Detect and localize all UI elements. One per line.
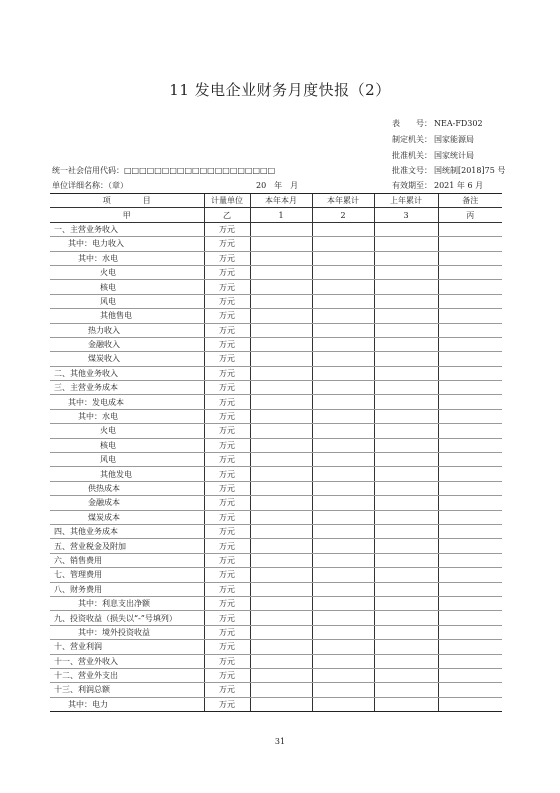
current-month-cell[interactable]	[250, 352, 312, 366]
row-label: 九、投资收益（损失以“-”号填列）	[50, 611, 204, 625]
table-row	[50, 539, 502, 553]
table-row	[50, 668, 502, 682]
prior-year-to-date-cell[interactable]	[374, 424, 438, 438]
year-to-date-cell[interactable]	[312, 611, 374, 625]
prior-year-to-date-cell[interactable]	[374, 683, 438, 697]
unit-name-field: 单位详细名称：（章）	[52, 181, 128, 190]
year-to-date-cell[interactable]	[312, 510, 374, 524]
current-month-cell[interactable]	[250, 683, 312, 697]
row-unit: 万元	[204, 237, 250, 251]
current-month-cell[interactable]	[250, 438, 312, 452]
row-label: 十一、营业外收入	[50, 654, 204, 668]
remarks-cell[interactable]	[438, 424, 502, 438]
remarks-cell[interactable]	[438, 280, 502, 294]
remarks-cell[interactable]	[438, 467, 502, 481]
column-header: 项 目	[50, 194, 204, 208]
prior-year-to-date-cell[interactable]	[374, 625, 438, 639]
year-to-date-cell[interactable]	[312, 237, 374, 251]
year-to-date-cell[interactable]	[312, 409, 374, 423]
remarks-cell[interactable]	[438, 611, 502, 625]
row-label: 十三、利润总额	[50, 683, 204, 697]
current-month-cell[interactable]	[250, 453, 312, 467]
prior-year-to-date-cell[interactable]	[374, 582, 438, 596]
row-label: 六、销售费用	[50, 553, 204, 567]
row-unit: 万元	[204, 438, 250, 452]
current-month-cell[interactable]	[250, 539, 312, 553]
row-unit: 万元	[204, 381, 250, 395]
remarks-cell[interactable]	[438, 654, 502, 668]
current-month-cell[interactable]	[250, 510, 312, 524]
prior-year-to-date-cell[interactable]	[374, 539, 438, 553]
year-to-date-cell[interactable]	[312, 625, 374, 639]
row-unit: 万元	[204, 596, 250, 610]
row-unit: 万元	[204, 524, 250, 538]
column-code: 丙	[438, 208, 502, 222]
row-unit: 万元	[204, 683, 250, 697]
row-unit: 万元	[204, 352, 250, 366]
meta-row	[392, 165, 505, 176]
remarks-cell[interactable]	[438, 352, 502, 366]
row-unit: 万元	[204, 625, 250, 639]
year-to-date-cell[interactable]	[312, 553, 374, 567]
table-row	[50, 596, 502, 610]
current-month-cell[interactable]	[250, 337, 312, 351]
year-to-date-cell[interactable]	[312, 251, 374, 265]
table-row	[50, 611, 502, 625]
row-label: 其他发电	[50, 467, 204, 481]
prior-year-to-date-cell[interactable]	[374, 409, 438, 423]
row-unit: 万元	[204, 409, 250, 423]
column-code: 甲	[50, 208, 204, 222]
row-unit: 万元	[204, 366, 250, 380]
year-to-date-cell[interactable]	[312, 668, 374, 682]
remarks-cell[interactable]	[438, 539, 502, 553]
remarks-cell[interactable]	[438, 640, 502, 654]
current-month-cell[interactable]	[250, 265, 312, 279]
row-label: 八、财务费用	[50, 582, 204, 596]
column-code: 2	[312, 208, 374, 222]
prior-year-to-date-cell[interactable]	[374, 280, 438, 294]
prior-year-to-date-cell[interactable]	[374, 611, 438, 625]
org-code-field: 统一社会信用代码：□□□□□□□□□□□□□□□□□□□□	[52, 166, 276, 175]
year-to-date-cell[interactable]	[312, 381, 374, 395]
year-to-date-cell[interactable]	[312, 568, 374, 582]
year-to-date-cell[interactable]	[312, 222, 374, 236]
row-unit: 万元	[204, 568, 250, 582]
current-month-cell[interactable]	[250, 395, 312, 409]
year-to-date-cell[interactable]	[312, 453, 374, 467]
year-to-date-cell[interactable]	[312, 539, 374, 553]
prior-year-to-date-cell[interactable]	[374, 309, 438, 323]
page-number: 31	[274, 737, 286, 746]
prior-year-to-date-cell[interactable]	[374, 668, 438, 682]
current-month-cell[interactable]	[250, 409, 312, 423]
table-row	[50, 582, 502, 596]
report-table	[50, 193, 502, 712]
remarks-cell[interactable]	[438, 582, 502, 596]
prior-year-to-date-cell[interactable]	[374, 337, 438, 351]
table-row	[50, 424, 502, 438]
row-unit: 万元	[204, 510, 250, 524]
current-month-cell[interactable]	[250, 467, 312, 481]
row-label: 其中：利息支出净额	[50, 596, 204, 610]
table-row	[50, 237, 502, 251]
column-code: 3	[374, 208, 438, 222]
row-label: 核电	[50, 438, 204, 452]
remarks-cell[interactable]	[438, 251, 502, 265]
meta-value: 国家统计局	[434, 151, 474, 160]
year-to-date-cell[interactable]	[312, 596, 374, 610]
row-unit: 万元	[204, 481, 250, 495]
current-month-cell[interactable]	[250, 625, 312, 639]
header-row	[50, 194, 502, 208]
prior-year-to-date-cell[interactable]	[374, 294, 438, 308]
year-to-date-cell[interactable]	[312, 683, 374, 697]
year-to-date-cell[interactable]	[312, 337, 374, 351]
remarks-cell[interactable]	[438, 309, 502, 323]
table-row	[50, 280, 502, 294]
row-unit: 万元	[204, 467, 250, 481]
table-row	[50, 366, 502, 380]
row-label: 供热成本	[50, 481, 204, 495]
prior-year-to-date-cell[interactable]	[374, 568, 438, 582]
year-to-date-cell[interactable]	[312, 697, 374, 711]
row-label: 其中：发电成本	[50, 395, 204, 409]
prior-year-to-date-cell[interactable]	[374, 553, 438, 567]
row-unit: 万元	[204, 539, 250, 553]
meta-value: 国家能源局	[434, 135, 474, 144]
year-to-date-cell[interactable]	[312, 654, 374, 668]
row-unit: 万元	[204, 280, 250, 294]
table-row	[50, 683, 502, 697]
year-to-date-cell[interactable]	[312, 496, 374, 510]
table-row	[50, 309, 502, 323]
row-label: 其中：水电	[50, 409, 204, 423]
current-month-cell[interactable]	[250, 251, 312, 265]
row-unit: 万元	[204, 496, 250, 510]
meta-label: 表 号：	[392, 119, 432, 128]
year-to-date-cell[interactable]	[312, 265, 374, 279]
prior-year-to-date-cell[interactable]	[374, 395, 438, 409]
row-label: 七、管理费用	[50, 568, 204, 582]
row-unit: 万元	[204, 424, 250, 438]
row-label: 热力收入	[50, 323, 204, 337]
current-month-cell[interactable]	[250, 381, 312, 395]
table-row	[50, 524, 502, 538]
year-to-date-cell[interactable]	[312, 294, 374, 308]
prior-year-to-date-cell[interactable]	[374, 697, 438, 711]
row-label: 其中：电力收入	[50, 237, 204, 251]
prior-year-to-date-cell[interactable]	[374, 496, 438, 510]
row-unit: 万元	[204, 222, 250, 236]
table-row	[50, 697, 502, 711]
meta-label: 有效期至：	[392, 181, 432, 190]
remarks-cell[interactable]	[438, 568, 502, 582]
table-row	[50, 294, 502, 308]
row-label: 四、其他业务成本	[50, 524, 204, 538]
column-code: 1	[250, 208, 312, 222]
row-unit: 万元	[204, 582, 250, 596]
remarks-cell[interactable]	[438, 524, 502, 538]
year-to-date-cell[interactable]	[312, 438, 374, 452]
current-month-cell[interactable]	[250, 654, 312, 668]
current-month-cell[interactable]	[250, 697, 312, 711]
table-row	[50, 381, 502, 395]
prior-year-to-date-cell[interactable]	[374, 524, 438, 538]
row-unit: 万元	[204, 697, 250, 711]
remarks-cell[interactable]	[438, 510, 502, 524]
table-row	[50, 553, 502, 567]
current-month-cell[interactable]	[250, 596, 312, 610]
row-unit: 万元	[204, 668, 250, 682]
period-field: 20 年 月	[256, 181, 299, 190]
row-label: 一、主营业务收入	[50, 222, 204, 236]
table-row	[50, 640, 502, 654]
remarks-cell[interactable]	[438, 625, 502, 639]
remarks-cell[interactable]	[438, 366, 502, 380]
row-unit: 万元	[204, 611, 250, 625]
table-row	[50, 251, 502, 265]
row-label: 金融收入	[50, 337, 204, 351]
table-row	[50, 337, 502, 351]
year-to-date-cell[interactable]	[312, 524, 374, 538]
prior-year-to-date-cell[interactable]	[374, 438, 438, 452]
remarks-cell[interactable]	[438, 222, 502, 236]
table-row	[50, 453, 502, 467]
meta-row	[392, 180, 483, 191]
current-month-cell[interactable]	[250, 481, 312, 495]
column-code: 乙	[204, 208, 250, 222]
current-month-cell[interactable]	[250, 309, 312, 323]
table-row	[50, 409, 502, 423]
row-label: 其他售电	[50, 309, 204, 323]
remarks-cell[interactable]	[438, 294, 502, 308]
meta-label: 批准文号：	[392, 166, 432, 175]
table-row	[50, 568, 502, 582]
remarks-cell[interactable]	[438, 265, 502, 279]
year-to-date-cell[interactable]	[312, 582, 374, 596]
row-label: 风电	[50, 294, 204, 308]
year-to-date-cell[interactable]	[312, 395, 374, 409]
current-month-cell[interactable]	[250, 222, 312, 236]
table-row	[50, 323, 502, 337]
year-to-date-cell[interactable]	[312, 309, 374, 323]
table-row	[50, 467, 502, 481]
row-label: 煤炭成本	[50, 510, 204, 524]
current-month-cell[interactable]	[250, 366, 312, 380]
current-month-cell[interactable]	[250, 524, 312, 538]
prior-year-to-date-cell[interactable]	[374, 366, 438, 380]
meta-value: 2021 年 6 月	[434, 181, 484, 190]
remarks-cell[interactable]	[438, 337, 502, 351]
meta-value: 国统制[2018]75 号	[434, 166, 506, 175]
year-to-date-cell[interactable]	[312, 424, 374, 438]
remarks-cell[interactable]	[438, 237, 502, 251]
prior-year-to-date-cell[interactable]	[374, 640, 438, 654]
remarks-cell[interactable]	[438, 381, 502, 395]
table-row	[50, 395, 502, 409]
year-to-date-cell[interactable]	[312, 366, 374, 380]
table-row	[50, 510, 502, 524]
prior-year-to-date-cell[interactable]	[374, 453, 438, 467]
year-to-date-cell[interactable]	[312, 352, 374, 366]
row-unit: 万元	[204, 453, 250, 467]
row-unit: 万元	[204, 251, 250, 265]
prior-year-to-date-cell[interactable]	[374, 381, 438, 395]
row-label: 三、主营业务成本	[50, 381, 204, 395]
remarks-cell[interactable]	[438, 596, 502, 610]
row-label: 其中：水电	[50, 251, 204, 265]
table-row	[50, 222, 502, 236]
column-header: 上年累计	[374, 194, 438, 208]
meta-label: 制定机关：	[392, 135, 432, 144]
row-label: 其中：电力	[50, 697, 204, 711]
row-label: 风电	[50, 453, 204, 467]
row-unit: 万元	[204, 323, 250, 337]
row-unit: 万元	[204, 395, 250, 409]
table-row	[50, 481, 502, 495]
prior-year-to-date-cell[interactable]	[374, 654, 438, 668]
current-month-cell[interactable]	[250, 568, 312, 582]
year-to-date-cell[interactable]	[312, 280, 374, 294]
remarks-cell[interactable]	[438, 553, 502, 567]
year-to-date-cell[interactable]	[312, 481, 374, 495]
row-unit: 万元	[204, 654, 250, 668]
row-label: 核电	[50, 280, 204, 294]
row-label: 二、其他业务收入	[50, 366, 204, 380]
table-row	[50, 625, 502, 639]
table-row	[50, 654, 502, 668]
current-month-cell[interactable]	[250, 496, 312, 510]
prior-year-to-date-cell[interactable]	[374, 323, 438, 337]
prior-year-to-date-cell[interactable]	[374, 352, 438, 366]
table-body	[50, 222, 502, 711]
table-row	[50, 496, 502, 510]
column-code-row	[50, 208, 502, 222]
column-header: 备注	[438, 194, 502, 208]
column-header: 本年累计	[312, 194, 374, 208]
year-to-date-cell[interactable]	[312, 323, 374, 337]
row-unit: 万元	[204, 337, 250, 351]
current-month-cell[interactable]	[250, 611, 312, 625]
column-header: 本年本月	[250, 194, 312, 208]
meta-row	[392, 134, 474, 145]
remarks-cell[interactable]	[438, 323, 502, 337]
prior-year-to-date-cell[interactable]	[374, 467, 438, 481]
year-to-date-cell[interactable]	[312, 467, 374, 481]
row-label: 十二、营业外支出	[50, 668, 204, 682]
row-label: 火电	[50, 265, 204, 279]
prior-year-to-date-cell[interactable]	[374, 265, 438, 279]
current-month-cell[interactable]	[250, 237, 312, 251]
row-unit: 万元	[204, 309, 250, 323]
table-row	[50, 438, 502, 452]
row-label: 煤炭收入	[50, 352, 204, 366]
year-to-date-cell[interactable]	[312, 640, 374, 654]
prior-year-to-date-cell[interactable]	[374, 222, 438, 236]
current-month-cell[interactable]	[250, 582, 312, 596]
remarks-cell[interactable]	[438, 481, 502, 495]
row-label: 金融成本	[50, 496, 204, 510]
remarks-cell[interactable]	[438, 683, 502, 697]
remarks-cell[interactable]	[438, 697, 502, 711]
remarks-cell[interactable]	[438, 453, 502, 467]
current-month-cell[interactable]	[250, 280, 312, 294]
remarks-cell[interactable]	[438, 395, 502, 409]
prior-year-to-date-cell[interactable]	[374, 481, 438, 495]
table-row	[50, 352, 502, 366]
row-unit: 万元	[204, 294, 250, 308]
current-month-cell[interactable]	[250, 640, 312, 654]
row-unit: 万元	[204, 265, 250, 279]
prior-year-to-date-cell[interactable]	[374, 596, 438, 610]
meta-label: 批准机关：	[392, 151, 432, 160]
row-unit: 万元	[204, 640, 250, 654]
meta-row	[392, 118, 483, 129]
row-label: 十、营业利润	[50, 640, 204, 654]
row-label: 火电	[50, 424, 204, 438]
current-month-cell[interactable]	[250, 323, 312, 337]
remarks-cell[interactable]	[438, 496, 502, 510]
current-month-cell[interactable]	[250, 424, 312, 438]
current-month-cell[interactable]	[250, 294, 312, 308]
row-label: 五、营业税金及附加	[50, 539, 204, 553]
row-label: 其中：境外投资收益	[50, 625, 204, 639]
prior-year-to-date-cell[interactable]	[374, 237, 438, 251]
prior-year-to-date-cell[interactable]	[374, 510, 438, 524]
meta-value: NEA-FD302	[434, 119, 483, 128]
page-title: 11 发电企业财务月度快报（2）	[169, 81, 391, 99]
prior-year-to-date-cell[interactable]	[374, 251, 438, 265]
current-month-cell[interactable]	[250, 668, 312, 682]
row-unit: 万元	[204, 553, 250, 567]
table-row	[50, 265, 502, 279]
remarks-cell[interactable]	[438, 438, 502, 452]
remarks-cell[interactable]	[438, 409, 502, 423]
column-header: 计量单位	[204, 194, 250, 208]
meta-row	[392, 150, 474, 161]
remarks-cell[interactable]	[438, 668, 502, 682]
current-month-cell[interactable]	[250, 553, 312, 567]
